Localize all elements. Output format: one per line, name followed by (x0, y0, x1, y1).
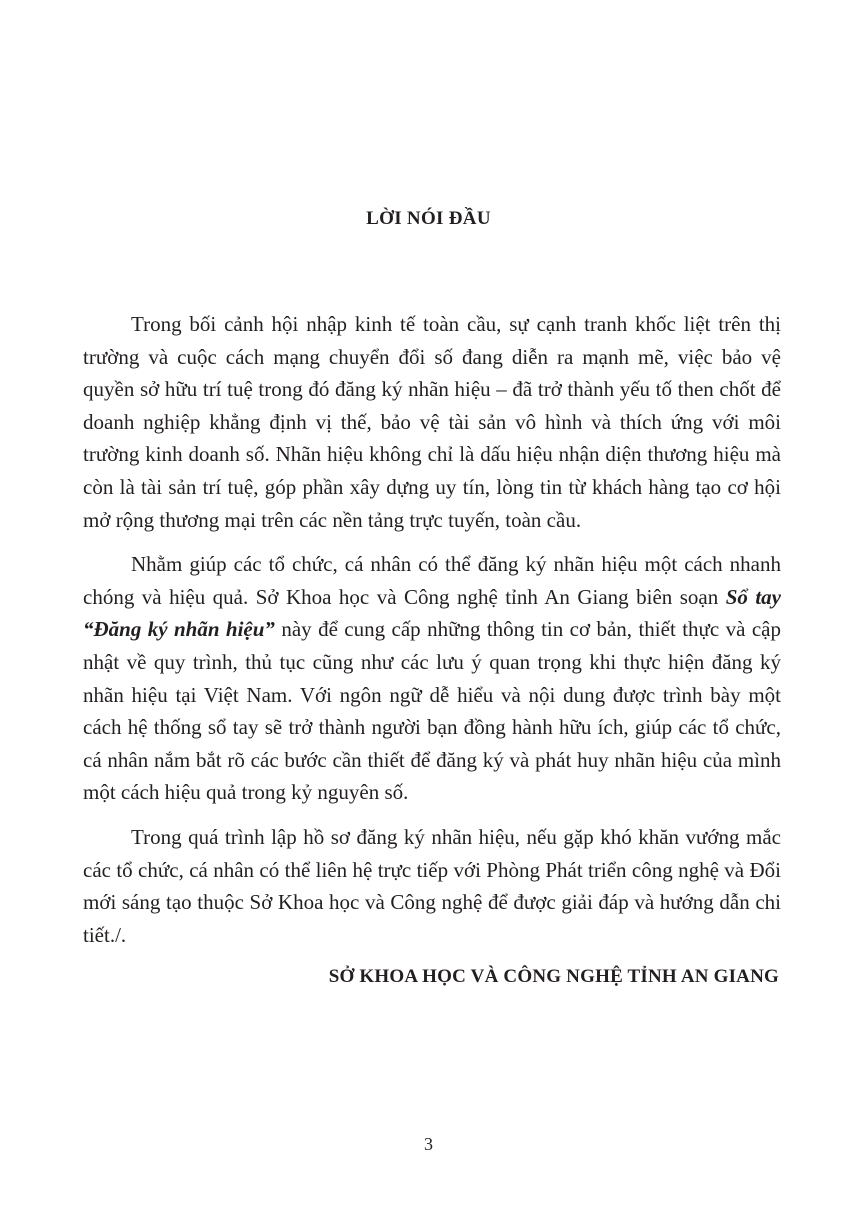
paragraph-2-text-end: này để cung cấp những thông tin cơ bản, thiết thực và cập nhật về quy trình, thủ tục cũng như các lưu ý quan trọng khi thực hiện đăng ký nhãn hiệu tại Việt Nam. Với ngôn ngữ dễ hiểu và nội dung được trình bày một cách hệ thống sổ tay sẽ trở thành người bạn đồng hành hữu ích, giúp các tổ chức, cá nhân nắm bắt rõ các bước cần thiết để đăng ký và phát huy nhãn hiệu của mình một cách hiệu quả trong kỷ nguyên số. (83, 617, 782, 805)
paragraph-2 (83, 548, 781, 809)
paragraph-3 (83, 821, 781, 951)
paragraph-3-text: Trong quá trình lập hồ sơ đăng ký nhãn hiệu, nếu gặp khó khăn vướng mắc các tổ chức, cá nhân có thể liên hệ trực tiếp với Phòng Phát triển công nghệ và Đổi mới sáng tạo thuộc Sở Khoa học và Công nghệ để được giải đáp và hướng dẫn chi tiết./. (83, 824, 781, 947)
handbook-title-emphasis: Sổ tay “Đăng ký nhãn hiệu” (83, 584, 781, 642)
page-number: 3 (424, 1134, 433, 1154)
paragraph-2-text-start: Nhằm giúp các tổ chức, cá nhân có thể đăng ký nhãn hiệu một cách nhanh chóng và hiệu quả. Sở Khoa học và Công nghệ tỉnh An Giang biên soạn (83, 552, 781, 609)
body-text (83, 308, 781, 963)
paragraph-1 (83, 308, 781, 536)
paragraph-1-text: Trong bối cảnh hội nhập kinh tế toàn cầu, sự cạnh tranh khốc liệt trên thị trường và cuộc cách mạng chuyển đổi số đang diễn ra mạnh mẽ, việc bảo vệ quyền sở hữu trí tuệ trong đó đăng ký nhãn hiệu – đã trở thành yếu tố then chốt để doanh nghiệp khẳng định vị thế, bảo vệ tài sản vô hình và thích ứng với môi trường kinh doanh số. Nhãn hiệu không chỉ là dấu hiệu nhận diện thương hiệu mà còn là tài sản trí tuệ, góp phần xây dựng uy tín, lòng tin từ khách hàng tạo cơ hội mở rộng thương mại trên các nền tảng trực tuyến, toàn cầu. (83, 312, 781, 532)
page-title: LỜI NÓI ĐẦU (366, 208, 491, 229)
signature: SỞ KHOA HỌC VÀ CÔNG NGHỆ TỈNH AN GIANG (328, 966, 779, 987)
